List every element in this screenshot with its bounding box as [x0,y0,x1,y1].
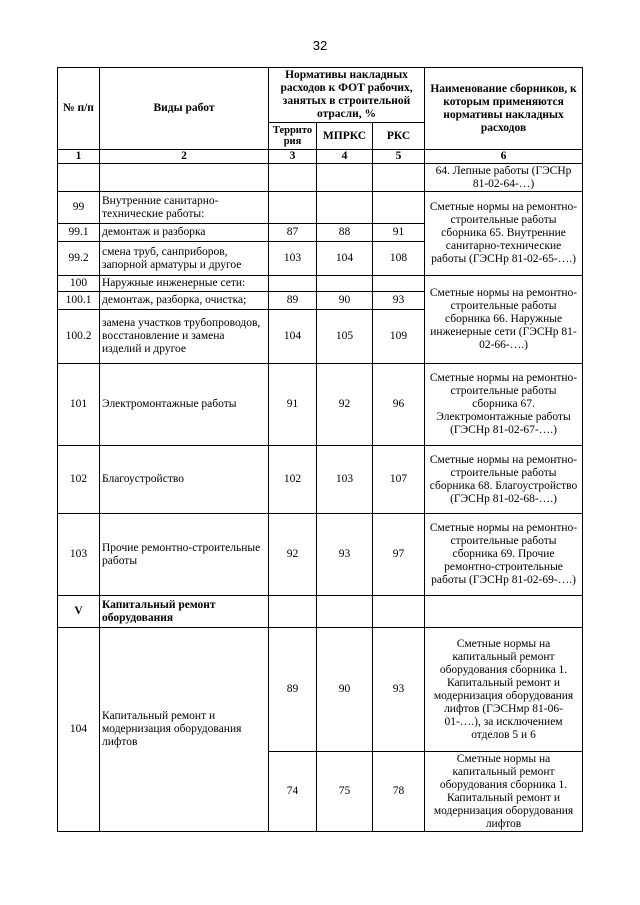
row-number: 102 [58,446,100,514]
norm-rks: 107 [373,446,425,514]
work-type: смена труб, санприборов, запорной арматуры и другое [100,242,269,276]
norm-rks: 109 [373,310,425,364]
header-territory: Террито рия [269,123,317,150]
norm-territory: 102 [269,446,317,514]
table-row [58,628,583,752]
collection-cell: Сметные нормы на ремонтно-строительные работы сборника 69. Прочие ремонтно-строительные работы (ГЭСНр 81-02-69-….) [425,514,583,596]
norm-territory: 87 [269,224,317,242]
numbering-cell: 6 [425,150,583,164]
header-norms-group: Нормативы накладных расходов к ФОТ рабочих, занятых в строительной отрасли, % [269,68,425,123]
row-number: 99 [58,192,100,224]
norm-rks: 108 [373,242,425,276]
work-type: Прочие ремонтно-строительные работы [100,514,269,596]
work-type: Благоустройство [100,446,269,514]
norm-territory: 89 [269,628,317,752]
section-number: V [58,596,100,628]
row-number: 100.2 [58,310,100,364]
row-number: 104 [58,628,100,832]
row-number: 100 [58,276,100,292]
collection-cell: 64. Лепные работы (ГЭСНр 81-02-64-…) [425,164,583,192]
work-type: Наружные инженерные сети: [100,276,269,292]
norm-rks: 97 [373,514,425,596]
section-row [58,596,583,628]
norm-rks: 78 [373,752,425,832]
collection-cell: Сметные нормы на капитальный ремонт оборудования сборника 1. Капитальный ремонт и модернизация оборудования лифтов [425,752,583,832]
header-collections: Наименование сборников, к которым применяются нормативы накладных расходов [425,68,583,150]
norm-rks: 96 [373,364,425,446]
norm-mprks: 90 [317,292,373,310]
collection-cell: Сметные нормы на ремонтно-строительные работы сборника 66. Наружные инженерные сети (ГЭСНр 81-02-66-….) [425,276,583,364]
norm-territory: 92 [269,514,317,596]
norm-territory: 74 [269,752,317,832]
numbering-cell: 2 [100,150,269,164]
collection-cell: Сметные нормы на ремонтно-строительные работы сборника 67. Электромонтажные работы (ГЭСНр 81-02-67-….) [425,364,583,446]
header-rks: РКС [373,123,425,150]
numbering-cell: 3 [269,150,317,164]
norm-rks: 91 [373,224,425,242]
work-type: Капитальный ремонт и модернизация оборудования лифтов [100,628,269,832]
page-number: 32 [312,38,328,53]
table-row [58,364,583,446]
row-number: 103 [58,514,100,596]
norm-territory: 89 [269,292,317,310]
work-type: демонтаж, разборка, очистка; [100,292,269,310]
norm-rks: 93 [373,292,425,310]
collection-cell: Сметные нормы на капитальный ремонт оборудования сборника 1. Капитальный ремонт и модернизация оборудования лифтов (ГЭСНмр 81-06-01-….), за исключением отделов 5 и 6 [425,628,583,752]
row-number: 99.2 [58,242,100,276]
work-type: замена участков трубопроводов, восстановление и замена изделий и другое [100,310,269,364]
norm-territory: 91 [269,364,317,446]
norm-mprks: 93 [317,514,373,596]
norm-rks: 93 [373,628,425,752]
collection-cell: Сметные нормы на ремонтно-строительные работы сборника 65. Внутренние санитарно-технические работы (ГЭСНр 81-02-65-….) [425,192,583,276]
norm-mprks: 104 [317,242,373,276]
work-type: Внутренние санитарно-технические работы: [100,192,269,224]
numbering-cell: 1 [58,150,100,164]
row-number: 100.1 [58,292,100,310]
work-type: Электромонтажные работы [100,364,269,446]
norm-mprks: 88 [317,224,373,242]
table-row [58,164,583,192]
table-row [58,276,583,292]
norm-mprks: 92 [317,364,373,446]
header-mprks: МПРКС [317,123,373,150]
norm-mprks: 105 [317,310,373,364]
collection-cell: Сметные нормы на ремонтно-строительные работы сборника 68. Благоустройство (ГЭСНр 81-02-68-….) [425,446,583,514]
norm-mprks: 75 [317,752,373,832]
header-number: № п/п [58,68,100,150]
table-row [58,192,583,224]
norm-mprks: 103 [317,446,373,514]
norm-mprks: 90 [317,628,373,752]
work-type: демонтаж и разборка [100,224,269,242]
section-title: Капитальный ремонт оборудования [100,596,269,628]
numbering-cell: 4 [317,150,373,164]
numbering-cell: 5 [373,150,425,164]
table-row [58,446,583,514]
header-work-types: Виды работ [100,68,269,150]
norm-territory: 104 [269,310,317,364]
norm-territory: 103 [269,242,317,276]
row-number: 99.1 [58,224,100,242]
overhead-norms-table [57,67,583,832]
row-number: 101 [58,364,100,446]
numbering-row [58,150,583,164]
table-row [58,514,583,596]
